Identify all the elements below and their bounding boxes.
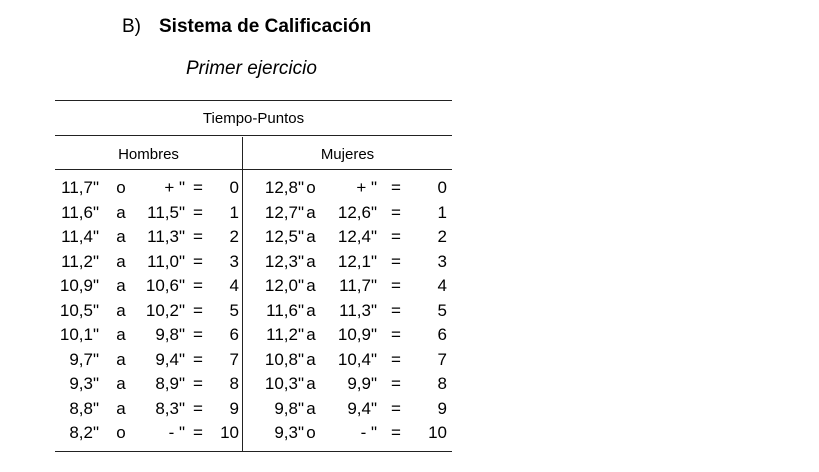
men-connector: a: [116, 349, 126, 369]
men-equals: =: [193, 276, 203, 295]
table-row: [55, 323, 452, 347]
table-row: [55, 421, 452, 445]
women-points: 10: [428, 423, 447, 442]
caption-rule: [55, 135, 452, 136]
women-connector: o: [306, 178, 316, 197]
women-time-from: 9,3": [274, 423, 304, 442]
table-row: [55, 250, 452, 274]
women-time-to: 11,3": [339, 300, 377, 320]
women-connector: a: [306, 251, 316, 271]
women-equals: =: [391, 423, 401, 442]
women-equals: =: [391, 276, 401, 295]
women-time-to: 9,9": [347, 374, 377, 393]
men-points: 10: [220, 423, 239, 442]
men-points: 6: [229, 325, 239, 344]
women-time-to: 12,4": [337, 227, 377, 246]
women-points: 1: [437, 202, 447, 222]
section-title: Sistema de Calificación: [159, 16, 372, 37]
men-time-to: 11,0": [147, 251, 185, 271]
women-equals: =: [391, 227, 401, 246]
section-subtitle: Primer ejercicio: [186, 58, 317, 79]
table-row: [55, 225, 452, 249]
men-equals: =: [193, 227, 203, 246]
men-time-to: 9,4": [155, 349, 185, 369]
men-time-from: 10,1": [59, 325, 99, 344]
men-points: 8: [229, 374, 239, 393]
women-time-from: 11,2": [266, 325, 304, 344]
women-connector: a: [306, 276, 316, 295]
header-rule: [55, 169, 452, 170]
men-time-from: 10,5": [59, 300, 99, 320]
men-equals: =: [193, 423, 203, 442]
women-time-to: 11,7": [339, 276, 377, 295]
men-points: 4: [229, 276, 239, 295]
men-time-to: 9,8": [155, 325, 185, 344]
women-time-to: 12,1": [337, 251, 377, 271]
women-time-from: 11,6": [266, 300, 304, 320]
men-equals: =: [193, 374, 203, 393]
women-time-to: + ": [356, 178, 377, 197]
women-points: 7: [437, 349, 447, 369]
men-time-from: 9,3": [69, 374, 99, 393]
men-connector: a: [116, 398, 126, 418]
men-time-from: 11,4": [61, 227, 99, 246]
table-row: [55, 176, 452, 200]
table-row: [55, 299, 452, 323]
section-letter: B): [122, 16, 141, 37]
men-connector: a: [116, 374, 126, 393]
women-time-from: 12,0": [264, 276, 304, 295]
section-heading: [122, 16, 371, 38]
table-top-rule: [55, 100, 452, 101]
men-points: 1: [229, 202, 239, 222]
women-connector: a: [306, 374, 316, 393]
women-connector: a: [306, 325, 316, 344]
men-time-to: - ": [168, 423, 185, 442]
men-equals: =: [193, 325, 203, 344]
women-connector: a: [306, 398, 316, 418]
men-points: 3: [229, 251, 239, 271]
table-row: [55, 274, 452, 298]
women-time-to: 12,6": [337, 202, 377, 222]
men-equals: =: [193, 202, 203, 222]
women-equals: =: [391, 374, 401, 393]
men-time-to: 11,3": [147, 227, 185, 246]
table-row: [55, 201, 452, 225]
women-time-to: - ": [360, 423, 377, 442]
women-equals: =: [391, 178, 401, 197]
women-points: 2: [437, 227, 447, 246]
men-equals: =: [193, 398, 203, 418]
table-bottom-rule: [55, 451, 452, 452]
women-time-to: 10,9": [337, 325, 377, 344]
women-connector: a: [306, 300, 316, 320]
men-time-from: 11,7": [61, 178, 99, 197]
women-points: 9: [437, 398, 447, 418]
women-time-from: 12,5": [264, 227, 304, 246]
women-equals: =: [391, 300, 401, 320]
men-connector: a: [116, 227, 126, 246]
women-time-from: 12,3": [264, 251, 304, 271]
men-points: 2: [229, 227, 239, 246]
women-time-from: 12,8": [264, 178, 304, 197]
men-time-to: 10,2": [145, 300, 185, 320]
men-time-to: 8,3": [155, 398, 185, 418]
women-points: 4: [437, 276, 447, 295]
men-equals: =: [193, 251, 203, 271]
men-time-from: 11,2": [61, 251, 99, 271]
women-equals: =: [391, 325, 401, 344]
women-points: 6: [437, 325, 447, 344]
table-row: [55, 397, 452, 421]
women-connector: a: [306, 349, 316, 369]
women-column-header: Mujeres: [320, 146, 375, 163]
women-equals: =: [391, 202, 401, 222]
men-connector: o: [116, 178, 126, 197]
women-time-from: 10,8": [264, 349, 304, 369]
men-time-to: 8,9": [155, 374, 185, 393]
women-equals: =: [391, 251, 401, 271]
men-time-from: 9,7": [69, 349, 99, 369]
men-connector: a: [116, 251, 126, 271]
table-row: [55, 348, 452, 372]
men-time-to: 11,5": [147, 202, 185, 222]
women-points: 5: [437, 300, 447, 320]
women-time-from: 10,3": [264, 374, 304, 393]
women-time-from: 12,7": [264, 202, 304, 222]
men-connector: o: [116, 423, 126, 442]
men-points: 9: [229, 398, 239, 418]
men-connector: a: [116, 325, 126, 344]
men-time-to: 10,6": [145, 276, 185, 295]
men-time-from: 11,6": [61, 202, 99, 222]
women-equals: =: [391, 349, 401, 369]
men-equals: =: [193, 300, 203, 320]
men-time-from: 8,8": [69, 398, 99, 418]
men-connector: a: [116, 276, 126, 295]
women-connector: o: [306, 423, 316, 442]
women-points: 3: [437, 251, 447, 271]
women-connector: a: [306, 227, 316, 246]
scoring-table: [55, 100, 452, 452]
men-points: 7: [229, 349, 239, 369]
men-equals: =: [193, 178, 203, 197]
women-connector: a: [306, 202, 316, 222]
table-caption: Tiempo-Puntos: [202, 110, 305, 127]
women-points: 0: [437, 178, 447, 197]
men-time-to: + ": [164, 178, 185, 197]
men-points: 0: [229, 178, 239, 197]
table-row: [55, 372, 452, 396]
men-connector: a: [116, 202, 126, 222]
women-equals: =: [391, 398, 401, 418]
men-time-from: 10,9": [59, 276, 99, 295]
women-time-to: 9,4": [347, 398, 377, 418]
men-column-header: Hombres: [118, 146, 179, 163]
men-equals: =: [193, 349, 203, 369]
women-time-from: 9,8": [274, 398, 304, 418]
men-points: 5: [229, 300, 239, 320]
men-connector: a: [116, 300, 126, 320]
men-time-from: 8,2": [69, 423, 99, 442]
women-points: 8: [437, 374, 447, 393]
women-time-to: 10,4": [337, 349, 377, 369]
